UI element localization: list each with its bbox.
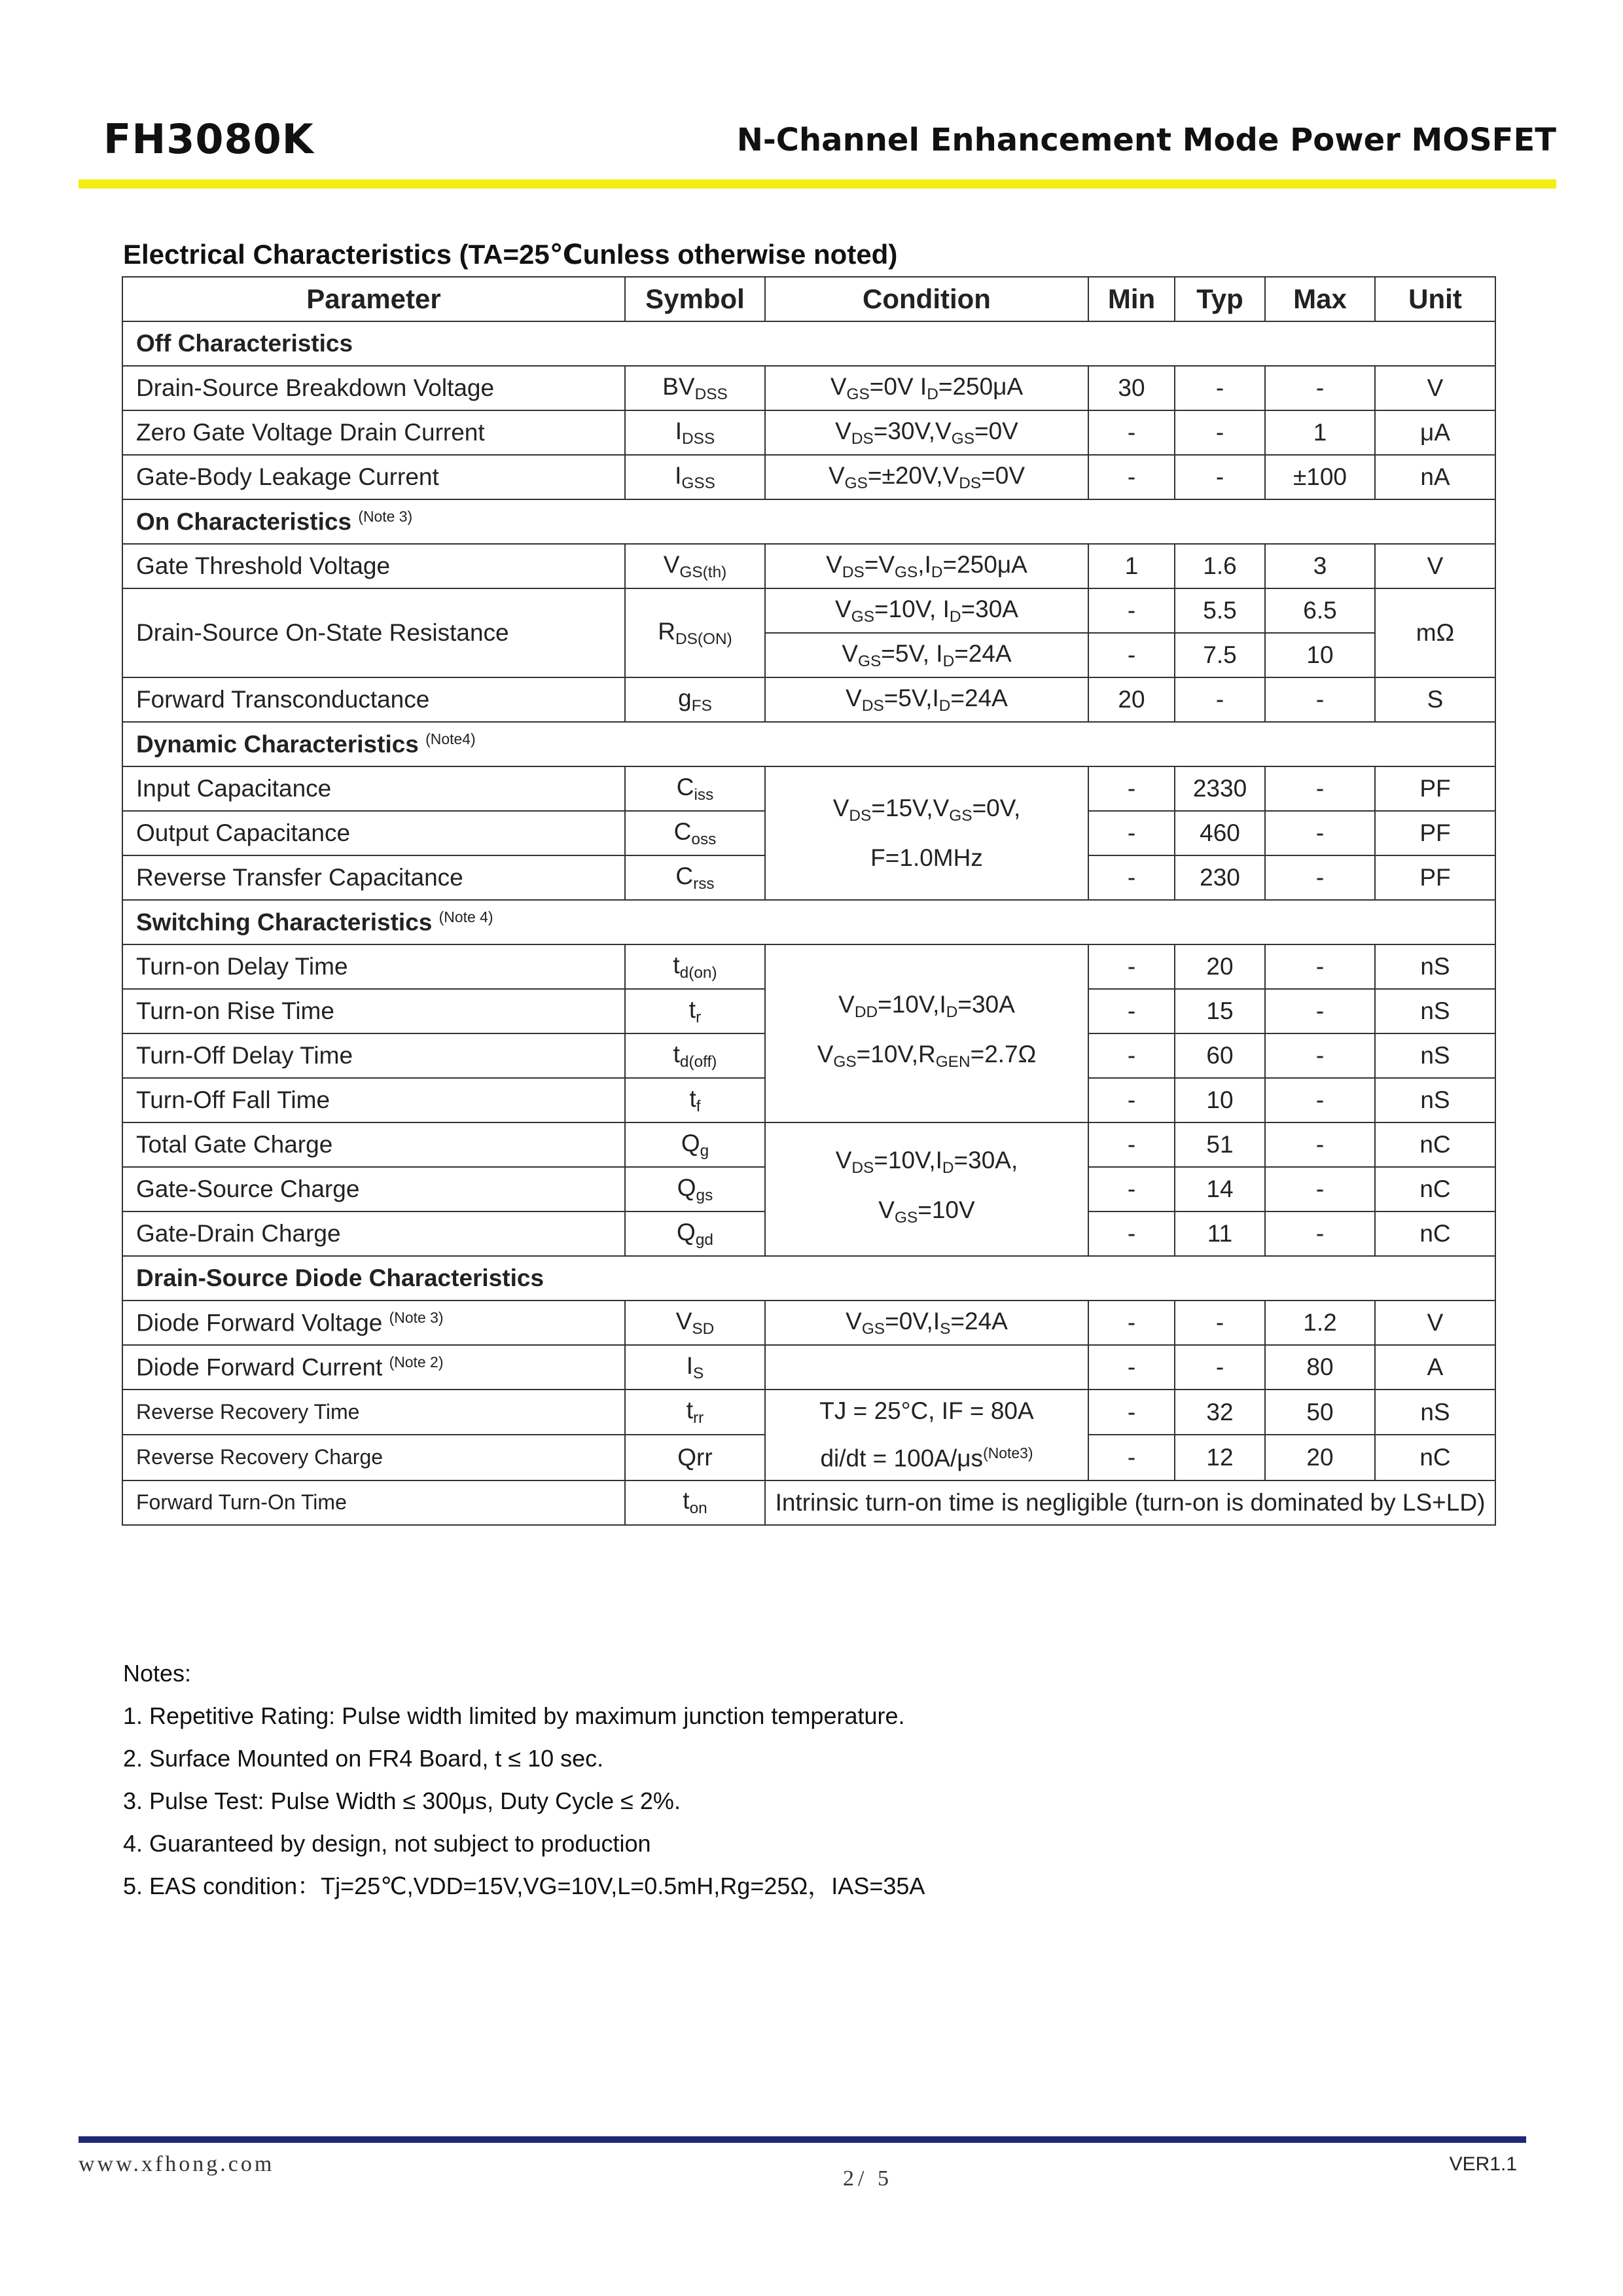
typ-cell: - xyxy=(1175,1345,1265,1390)
param-cell: Turn-on Delay Time xyxy=(122,944,625,989)
symbol-cell: $t_{on}$ xyxy=(625,1480,765,1525)
unit-cell: nS xyxy=(1375,944,1495,989)
note-item: 3. Pulse Test: Pulse Width ≤ 300μs, Duty Cycle ≤ 2%. xyxy=(123,1787,681,1814)
min-cell: 20 xyxy=(1088,677,1175,722)
param-cell: Gate-Body Leakage Current xyxy=(122,455,625,499)
unit-cell: A xyxy=(1375,1345,1495,1390)
category-row xyxy=(122,321,1495,366)
part-number: FH3080K xyxy=(103,115,314,163)
min-cell: - xyxy=(1088,633,1175,677)
col-header-symbol: Symbol xyxy=(625,277,765,321)
param-cell: Total Gate Charge xyxy=(122,1122,625,1167)
min-cell: - xyxy=(1088,1390,1175,1435)
condition-cell: $V_{GS}=10V$, $I_D=30A$ xyxy=(765,588,1088,633)
category-row xyxy=(122,499,1495,544)
condition-cell: Intrinsic turn-on time is negligible (turn-on is dominated by LS+LD) xyxy=(765,1480,1495,1525)
max-cell: - xyxy=(1265,989,1375,1033)
max-cell: - xyxy=(1265,677,1375,722)
param-cell: Reverse Recovery Charge xyxy=(122,1435,625,1480)
max-cell: - xyxy=(1265,366,1375,410)
max-cell: 80 xyxy=(1265,1345,1375,1390)
symbol-cell: $C_{rss}$ xyxy=(625,855,765,900)
unit-cell: V xyxy=(1375,544,1495,588)
param-cell: Input Capacitance xyxy=(122,766,625,811)
min-cell: 30 xyxy=(1088,366,1175,410)
category-row xyxy=(122,722,1495,766)
note-ref: (Note4) xyxy=(425,730,476,747)
table-row xyxy=(122,455,1495,499)
symbol-cell: $C_{iss}$ xyxy=(625,766,765,811)
table-row xyxy=(122,677,1495,722)
typ-cell: 60 xyxy=(1175,1033,1265,1078)
table-row xyxy=(122,1122,1495,1167)
param-cell: Drain-Source Breakdown Voltage xyxy=(122,366,625,410)
max-cell: 1 xyxy=(1265,410,1375,455)
symbol-cell: $Q_{gd}$ xyxy=(625,1211,765,1256)
typ-cell: 12 xyxy=(1175,1435,1265,1480)
typ-cell: 15 xyxy=(1175,989,1265,1033)
typ-cell: 10 xyxy=(1175,1078,1265,1122)
device-type-title: N-Channel Enhancement Mode Power MOSFET xyxy=(736,122,1556,158)
condition-cell: $V_{GS}=\pm 20V,V_{DS}=0V$ xyxy=(765,455,1088,499)
condition-cell: $V_{DD}=10V,I_D=30A$ $V_{GS}=10V,R_{GEN}=2.7\Omega$ xyxy=(765,944,1088,1122)
table-row xyxy=(122,588,1495,633)
max-cell: 1.2 xyxy=(1265,1300,1375,1345)
table-row xyxy=(122,766,1495,811)
typ-cell: - xyxy=(1175,1300,1265,1345)
table-row xyxy=(122,544,1495,588)
max-cell: - xyxy=(1265,1078,1375,1122)
symbol-cell: $I_S$ xyxy=(625,1345,765,1390)
symbol-cell: $t_{d(on)}$ xyxy=(625,944,765,989)
note-item: 2. Surface Mounted on FR4 Board, t ≤ 10 sec. xyxy=(123,1745,604,1772)
table-row xyxy=(122,1480,1495,1525)
col-header-parameter: Parameter xyxy=(122,277,625,321)
symbol-cell: $t_r$ xyxy=(625,989,765,1033)
category-off: Off Characteristics xyxy=(122,321,1495,366)
param-cell: Diode Forward Current $^{(Note 2)}$ xyxy=(122,1345,625,1390)
typ-cell: - xyxy=(1175,677,1265,722)
category-diode: Drain-Source Diode Characteristics xyxy=(122,1256,1495,1300)
section-title: Electrical Characteristics (TA=25℃unless otherwise noted) xyxy=(123,239,898,270)
param-cell: Gate-Drain Charge xyxy=(122,1211,625,1256)
min-cell: - xyxy=(1088,766,1175,811)
max-cell: - xyxy=(1265,766,1375,811)
typ-cell: 2330 xyxy=(1175,766,1265,811)
max-cell: 6.5 xyxy=(1265,588,1375,633)
min-cell: - xyxy=(1088,1167,1175,1211)
min-cell: - xyxy=(1088,944,1175,989)
typ-cell: 7.5 xyxy=(1175,633,1265,677)
param-cell: Zero Gate Voltage Drain Current xyxy=(122,410,625,455)
unit-cell: S xyxy=(1375,677,1495,722)
typ-cell: 20 xyxy=(1175,944,1265,989)
note-ref: (Note 3) xyxy=(389,1308,444,1326)
table-row xyxy=(122,1390,1495,1435)
col-header-unit: Unit xyxy=(1375,277,1495,321)
unit-cell: nA xyxy=(1375,455,1495,499)
max-cell: - xyxy=(1265,811,1375,855)
condition-cell: $V_{GS}=0V$ $I_D=250\mu A$ xyxy=(765,366,1088,410)
param-cell: Output Capacitance xyxy=(122,811,625,855)
notes-title: Notes: xyxy=(123,1660,192,1687)
symbol-cell: $t_{rr}$ xyxy=(625,1390,765,1435)
min-cell: - xyxy=(1088,1300,1175,1345)
condition-cell: TJ = 25°C, IF = 80A $di/dt = 100A/\mu s^{(Note3)}$ xyxy=(765,1390,1088,1480)
condition-cell: $V_{GS}=0V,I_S=24A$ xyxy=(765,1300,1088,1345)
unit-cell: nC xyxy=(1375,1122,1495,1167)
table-header-row xyxy=(122,277,1495,321)
note-ref: (Note 3) xyxy=(358,507,413,525)
condition-cell: $V_{DS}=5V,I_D=24A$ xyxy=(765,677,1088,722)
condition-cell: $V_{DS}=V_{GS},I_D=250\mu A$ xyxy=(765,544,1088,588)
typ-cell: 14 xyxy=(1175,1167,1265,1211)
note-item: 4. Guaranteed by design, not subject to production xyxy=(123,1830,651,1857)
col-header-min: Min xyxy=(1088,277,1175,321)
symbol-cell: $I_{DSS}$ xyxy=(625,410,765,455)
max-cell: - xyxy=(1265,1033,1375,1078)
min-cell: - xyxy=(1088,455,1175,499)
param-cell: Forward Transconductance xyxy=(122,677,625,722)
unit-cell: V xyxy=(1375,366,1495,410)
max-cell: - xyxy=(1265,944,1375,989)
max-cell: - xyxy=(1265,1211,1375,1256)
symbol-cell: $Q_{gs}$ xyxy=(625,1167,765,1211)
max-cell: 3 xyxy=(1265,544,1375,588)
note-ref: (Note 4) xyxy=(438,908,493,925)
condition-cell: $V_{GS}=5V$, $I_D=24A$ xyxy=(765,633,1088,677)
min-cell: - xyxy=(1088,1345,1175,1390)
category-switching: Switching Characteristics $^{(Note 4)}$ xyxy=(122,900,1495,944)
typ-cell: 32 xyxy=(1175,1390,1265,1435)
table-row xyxy=(122,366,1495,410)
notes-section xyxy=(123,1652,925,1907)
page-number: 2/ 5 xyxy=(843,2166,893,2191)
unit-cell: PF xyxy=(1375,811,1495,855)
unit-cell: nC xyxy=(1375,1211,1495,1256)
unit-cell: nC xyxy=(1375,1435,1495,1480)
max-cell: - xyxy=(1265,855,1375,900)
min-cell: - xyxy=(1088,989,1175,1033)
footer-divider xyxy=(79,2136,1526,2143)
param-cell: Diode Forward Voltage $^{(Note 3)}$ xyxy=(122,1300,625,1345)
note-item: 1. Repetitive Rating: Pulse width limited by maximum junction temperature. xyxy=(123,1702,905,1729)
typ-cell: 5.5 xyxy=(1175,588,1265,633)
category-row xyxy=(122,1256,1495,1300)
max-cell: - xyxy=(1265,1167,1375,1211)
symbol-cell: $I_{GSS}$ xyxy=(625,455,765,499)
category-row xyxy=(122,900,1495,944)
table-row xyxy=(122,1300,1495,1345)
col-header-condition: Condition xyxy=(765,277,1088,321)
min-cell: - xyxy=(1088,1078,1175,1122)
typ-cell: - xyxy=(1175,455,1265,499)
max-cell: ±100 xyxy=(1265,455,1375,499)
min-cell: - xyxy=(1088,1033,1175,1078)
unit-cell: mΩ xyxy=(1375,588,1495,677)
unit-cell: V xyxy=(1375,1300,1495,1345)
max-cell: 10 xyxy=(1265,633,1375,677)
unit-cell: PF xyxy=(1375,766,1495,811)
unit-cell: nS xyxy=(1375,989,1495,1033)
symbol-cell: $V_{SD}$ xyxy=(625,1300,765,1345)
symbol-cell: $BV_{DSS}$ xyxy=(625,366,765,410)
param-cell: Turn-Off Fall Time xyxy=(122,1078,625,1122)
symbol-cell: $t_f$ xyxy=(625,1078,765,1122)
typ-cell: 230 xyxy=(1175,855,1265,900)
max-cell: - xyxy=(1265,1122,1375,1167)
col-header-typ: Typ xyxy=(1175,277,1265,321)
min-cell: - xyxy=(1088,1122,1175,1167)
unit-cell: nC xyxy=(1375,1167,1495,1211)
param-cell: Gate-Source Charge xyxy=(122,1167,625,1211)
typ-cell: 11 xyxy=(1175,1211,1265,1256)
condition-cell xyxy=(765,1345,1088,1390)
min-cell: - xyxy=(1088,855,1175,900)
unit-cell: nS xyxy=(1375,1390,1495,1435)
min-cell: - xyxy=(1088,1211,1175,1256)
typ-cell: - xyxy=(1175,410,1265,455)
symbol-cell: $t_{d(off)}$ xyxy=(625,1033,765,1078)
col-header-max: Max xyxy=(1265,277,1375,321)
unit-cell: nS xyxy=(1375,1033,1495,1078)
symbol-cell: Qrr xyxy=(625,1435,765,1480)
min-cell: - xyxy=(1088,1435,1175,1480)
condition-cell: $V_{DS}=30V,V_{GS}=0V$ xyxy=(765,410,1088,455)
param-cell: Turn-on Rise Time xyxy=(122,989,625,1033)
unit-cell: nS xyxy=(1375,1078,1495,1122)
min-cell: - xyxy=(1088,811,1175,855)
param-cell: Gate Threshold Voltage xyxy=(122,544,625,588)
condition-cell: $V_{DS}=10V,I_D=30A$, $V_{GS}=10V$ xyxy=(765,1122,1088,1256)
typ-cell: 51 xyxy=(1175,1122,1265,1167)
param-cell: Turn-Off Delay Time xyxy=(122,1033,625,1078)
table-row xyxy=(122,1345,1495,1390)
param-cell: Reverse Recovery Time xyxy=(122,1390,625,1435)
typ-cell: - xyxy=(1175,366,1265,410)
header-divider xyxy=(79,179,1556,188)
param-cell: Drain-Source On-State Resistance xyxy=(122,588,625,677)
min-cell: - xyxy=(1088,410,1175,455)
typ-cell: 1.6 xyxy=(1175,544,1265,588)
symbol-cell: $C_{oss}$ xyxy=(625,811,765,855)
footer-website: www.xfhong.com xyxy=(79,2152,275,2176)
version-label: VER1.1 xyxy=(1449,2153,1517,2175)
table-row xyxy=(122,944,1495,989)
symbol-cell: $V_{GS(th)}$ xyxy=(625,544,765,588)
symbol-cell: $Q_g$ xyxy=(625,1122,765,1167)
min-cell: - xyxy=(1088,588,1175,633)
symbol-cell: $g_{FS}$ xyxy=(625,677,765,722)
typ-cell: 460 xyxy=(1175,811,1265,855)
category-dynamic: Dynamic Characteristics $^{(Note4)}$ xyxy=(122,722,1495,766)
param-cell: Forward Turn-On Time xyxy=(122,1480,625,1525)
max-cell: 50 xyxy=(1265,1390,1375,1435)
category-on: On Characteristics $^{(Note 3)}$ xyxy=(122,499,1495,544)
note-ref: (Note 2) xyxy=(389,1353,444,1371)
symbol-cell: $R_{DS(ON)}$ xyxy=(625,588,765,677)
table-row xyxy=(122,410,1495,455)
note-item: 5. EAS condition：Tj=25℃,VDD=15V,VG=10V,L=0.5mH,Rg=25Ω，IAS=35A xyxy=(123,1873,925,1899)
unit-cell: μA xyxy=(1375,410,1495,455)
max-cell: 20 xyxy=(1265,1435,1375,1480)
unit-cell: PF xyxy=(1375,855,1495,900)
condition-cell: $V_{DS}=15V,V_{GS}=0V$, F=1.0MHz xyxy=(765,766,1088,900)
min-cell: 1 xyxy=(1088,544,1175,588)
param-cell: Reverse Transfer Capacitance xyxy=(122,855,625,900)
electrical-characteristics-table xyxy=(122,276,1496,1526)
